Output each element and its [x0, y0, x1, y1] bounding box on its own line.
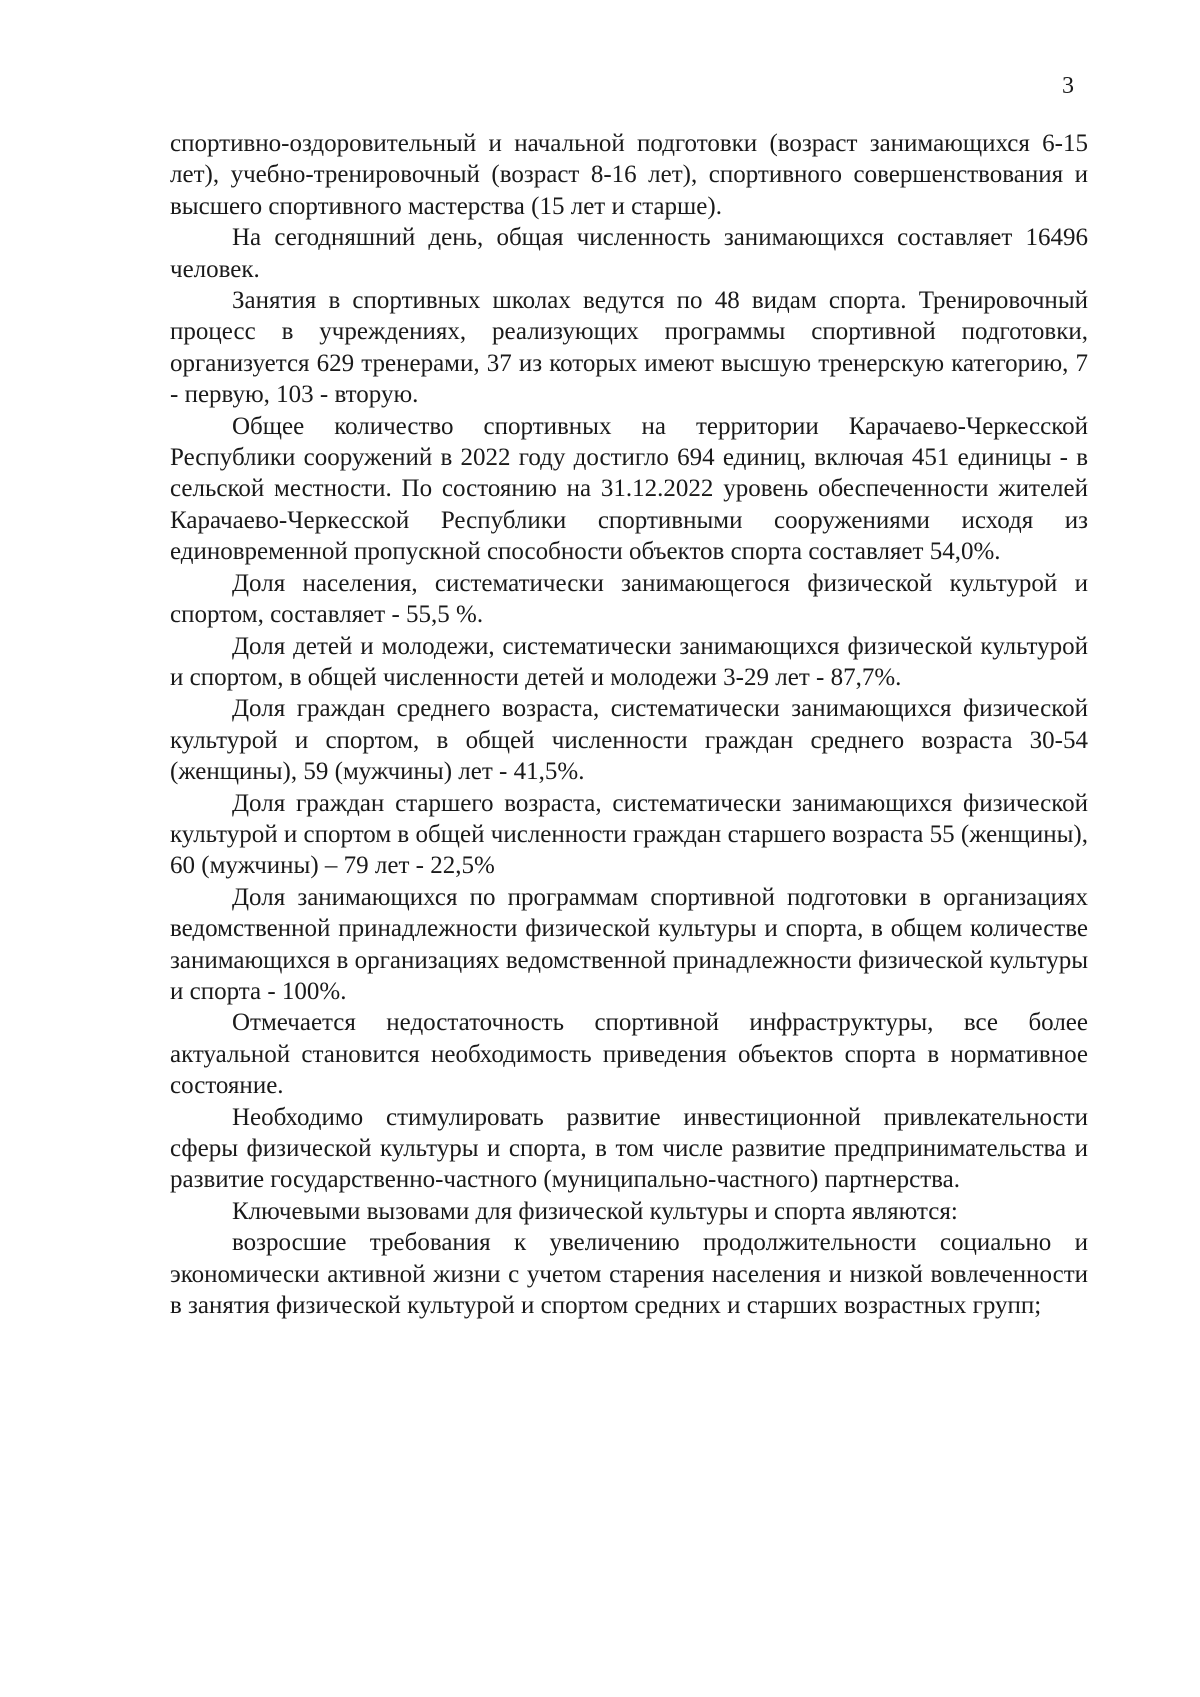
paragraph: Доля занимающихся по программам спортивной подготовки в организациях ведомственной принадлежности физической культуры и спорта, в общем количестве занимающихся в организациях ведомственной принадлежности физической культуры и спорта - 100%.	[170, 883, 1088, 1005]
paragraph: Доля детей и молодежи, систематически занимающихся физической культурой и спортом, в общей численности детей и молодежи 3-29 лет - 87,7%.	[170, 632, 1088, 691]
document-body	[170, 128, 1088, 1321]
paragraph: На сегодняшний день, общая численность занимающихся составляет 16496 человек.	[170, 224, 1088, 283]
paragraph: Необходимо стимулировать развитие инвестиционной привлекательности сферы физической культуры и спорта, в том числе развитие предпринимательства и развитие государственно-частного (муниципально-частного) партнерства.	[170, 1103, 1088, 1194]
paragraph: Доля граждан старшего возраста, систематически занимающихся физической культурой и спортом в общей численности граждан старшего возраста 55 (женщины), 60 (мужчины) – 79 лет - 22,5%	[170, 789, 1088, 880]
page-number: 3	[1062, 73, 1074, 99]
paragraph: Доля граждан среднего возраста, систематически занимающихся физической культурой и спортом, в общей численности граждан среднего возраста 30-54 (женщины), 59 (мужчины) лет - 41,5%.	[170, 695, 1088, 786]
paragraph: Ключевыми вызовами для физической культуры и спорта являются:	[232, 1197, 958, 1225]
paragraph: Доля населения, систематически занимающегося физической культурой и спортом, составляет - 55,5 %.	[170, 569, 1088, 629]
paragraph: возросшие требования к увеличению продолжительности социально и экономически активной жизни с учетом старения населения и низкой вовлеченности в занятия физической культурой и спортом средних и старших возрастных групп;	[170, 1229, 1088, 1320]
paragraph: Общее количество спортивных на территории Карачаево-Черкесской Республики сооружений в 2022 году достигло 694 единиц, включая 451 единицы - в сельской местности. По состоянию на 31.12.2022 уровень обеспеченности жителей Карачаево-Черкесской Республики спортивными сооружениями исходя из единовременной пропускной способности объектов спорта составляет 54,0%.	[170, 412, 1088, 566]
paragraph: спортивно-оздоровительный и начальной подготовки (возраст занимающихся 6-15 лет), учебно-тренировочный (возраст 8-16 лет), спортивного совершенствования и высшего спортивного мастерства (15 лет и старше).	[170, 130, 1088, 220]
paragraph: Отмечается недостаточность спортивной инфраструктуры, все более актуальной становится необходимость приведения объектов спорта в нормативное состояние.	[170, 1009, 1088, 1100]
paragraph: Занятия в спортивных школах ведутся по 48 видам спорта. Тренировочный процесс в учреждениях, реализующих программы спортивной подготовки, организуется 629 тренерами, 37 из которых имеют высшую тренерскую категорию, 7 - первую, 103 - вторую.	[170, 287, 1088, 409]
